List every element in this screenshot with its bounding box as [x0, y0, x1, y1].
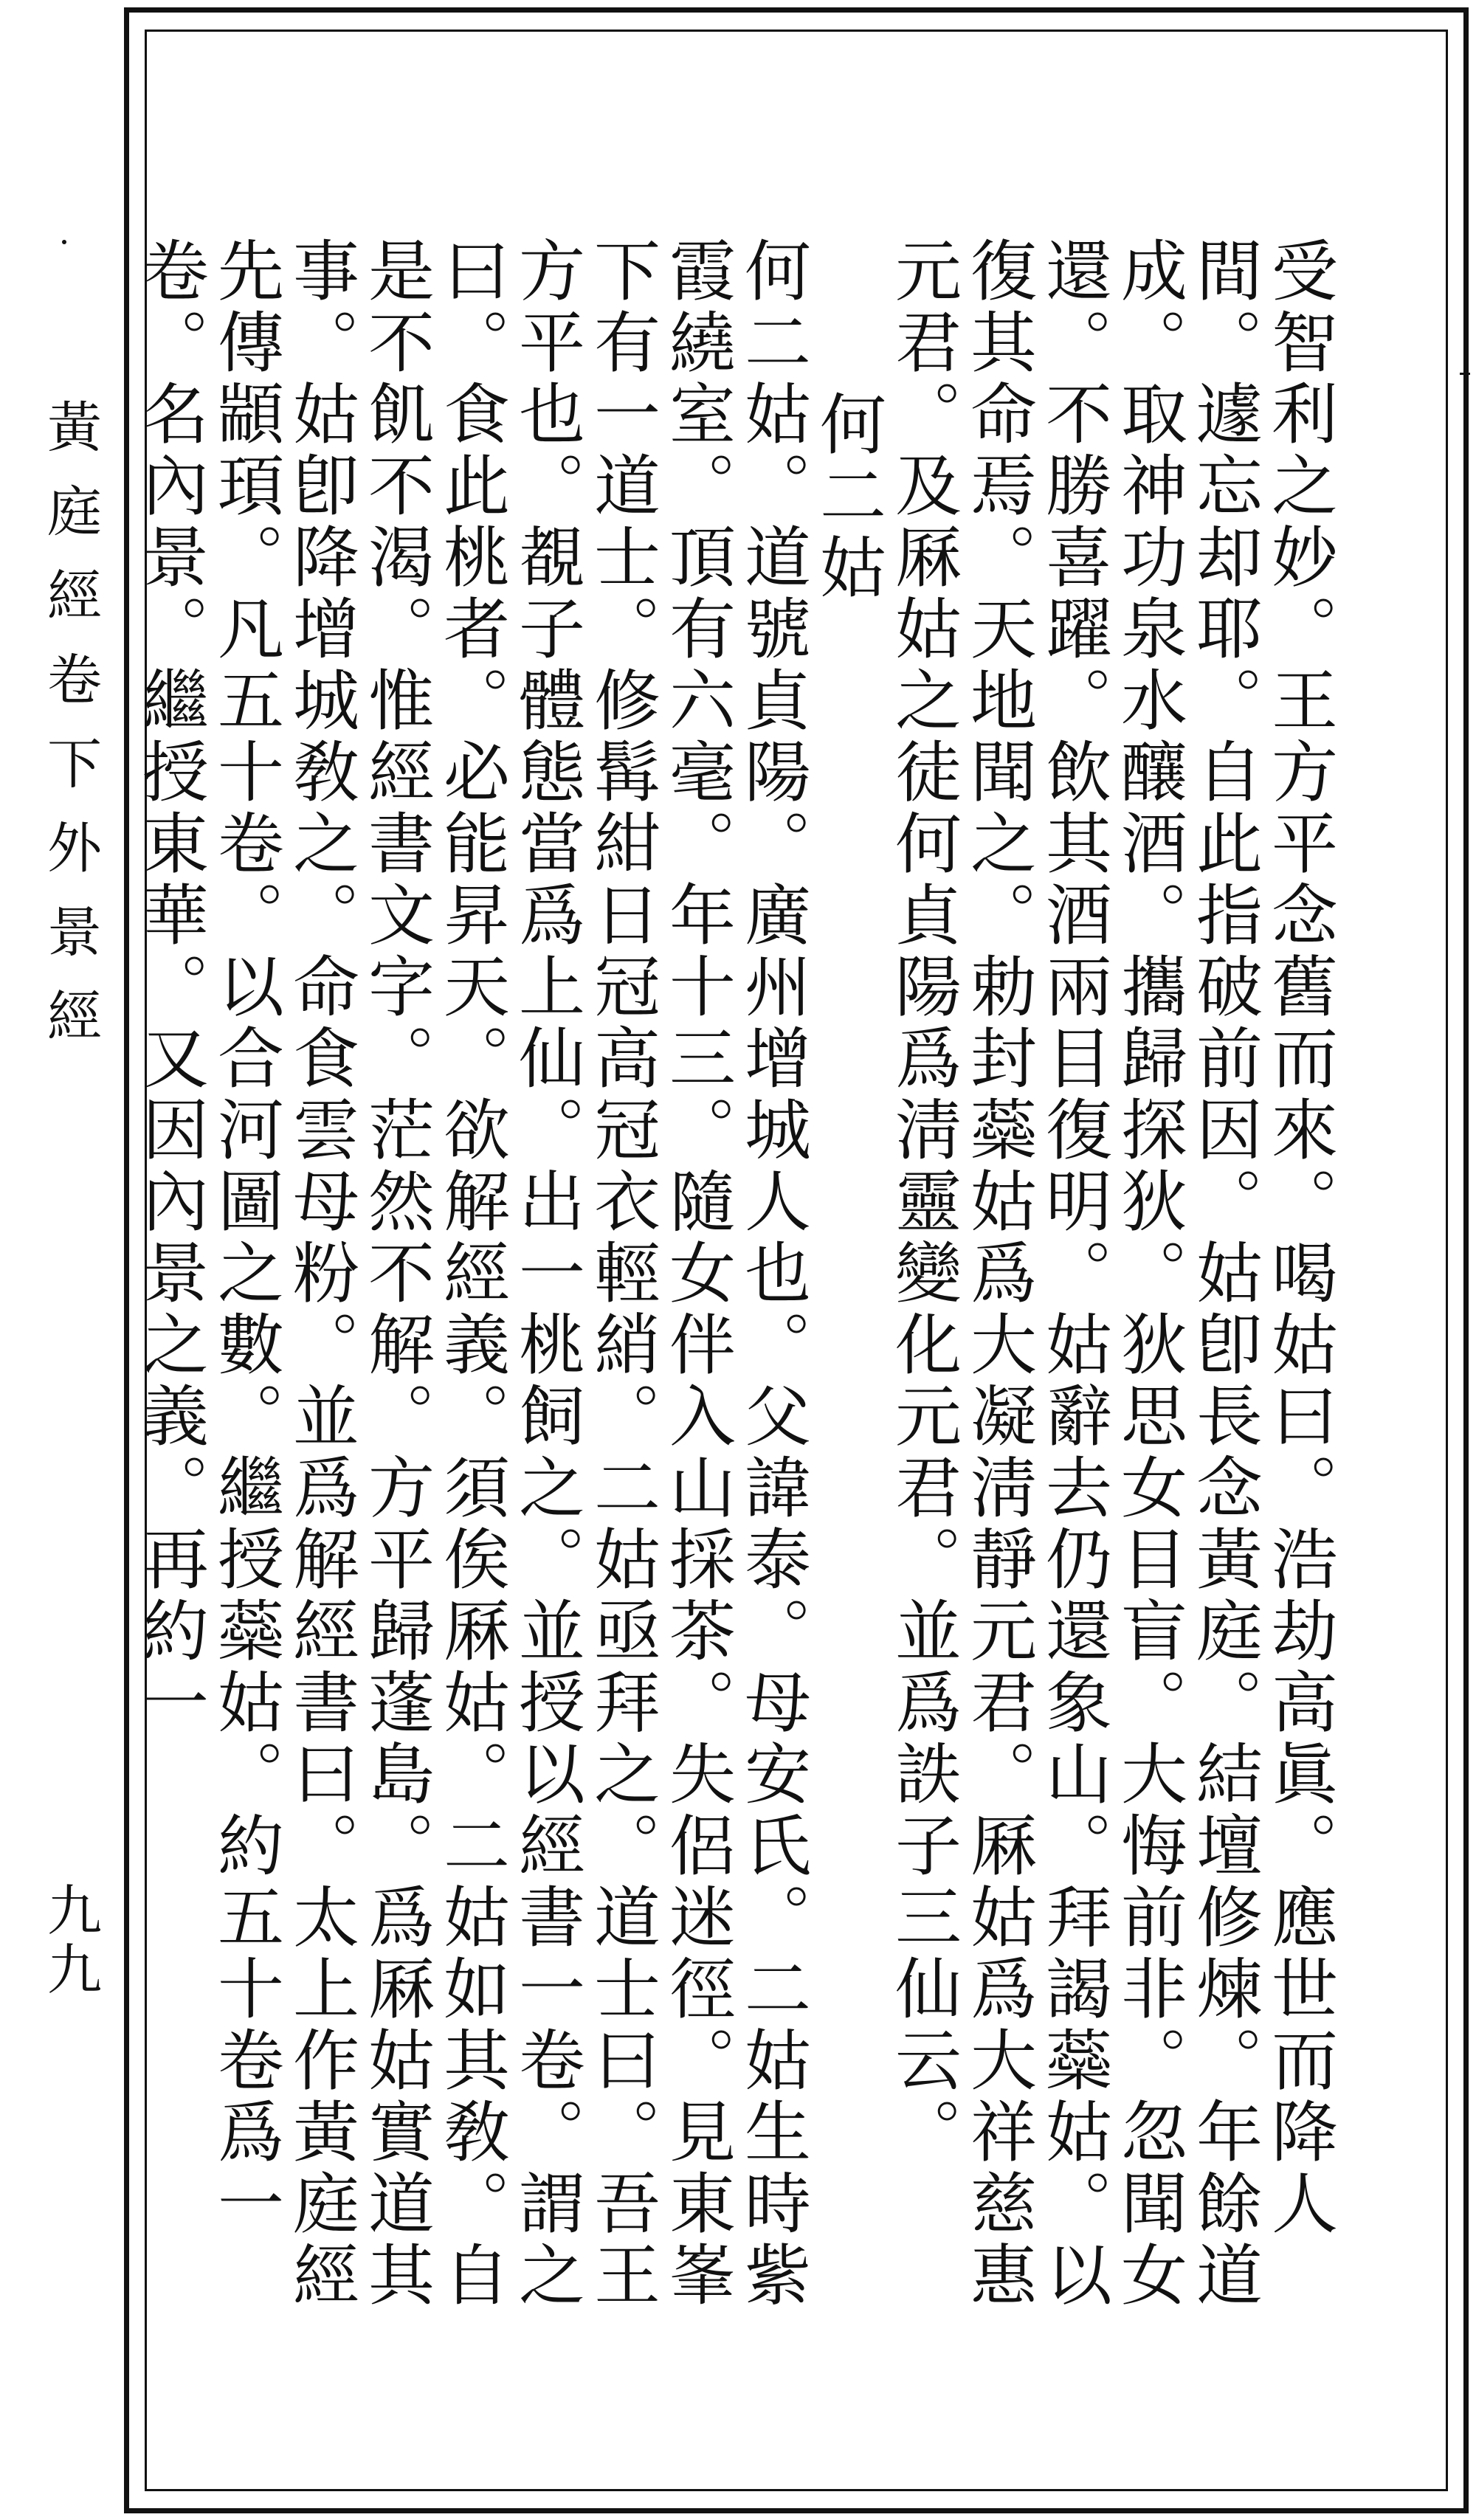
fore-edge-margin: [22, 369, 118, 2140]
paragraph-2: 何二姑。道號貞陽。廣州增城人也。父諱泰。母安氏。二姑生時紫霞繞室。頂有六毫。年十三。隨女伴入山採茶。失侶迷徑。見東峯下有一道士。修髯紺日冠高冠衣輕綃。二姑亟拜之。道士曰。吾王方平也。覩子體態當爲上仙。出一桃飼之。並授以經書一卷。謂之曰。食此桃者。必能昇天。欲解經義。須俟厤姑。二姑如其敎。自是不飢不渴。惟經書文字。茫然不解。方平歸蓬島。爲厤姑實道其事。姑卽降增城敎之。命食雲母粉。並爲解經書曰。太上作黃庭經先傳顓頊。凡五十卷。以合河圖之數。繼授蘂姑。約五十卷爲一卷。名內景。繼授東華。又因內景之義。再約一: [131, 236, 810, 2312]
margin-dot-mark: [62, 240, 66, 244]
margin-tick-mark: [1460, 373, 1470, 375]
main-text: [131, 236, 1337, 2347]
running-title: 黃庭經卷下外景經: [38, 398, 102, 1071]
page-number: 九九: [38, 1882, 102, 2000]
paragraph-1: 受智利之妙。王方平念舊而來。喝姑曰。浩劫高眞。應世而降人間。遽忘却耶。自此指破前因。姑卽長念黃庭。結壇修煉。年餘道成。取神功泉水釀酒。攜歸探狄。狄思女目盲。大悔前非。忽聞女還。不勝喜躍。飲其酒兩目復明。姑辭去仍還象山。拜謁蘂姑。以復其命焉。天地聞之。勅封蘂姑爲大凝淸靜元君。厤姑爲大祥慈惠元君。及厤姑之徒何貞陽爲淸靈變化元君。並爲詄子三仙云。: [883, 236, 1337, 2312]
section-heading: 何二姑: [808, 390, 886, 604]
